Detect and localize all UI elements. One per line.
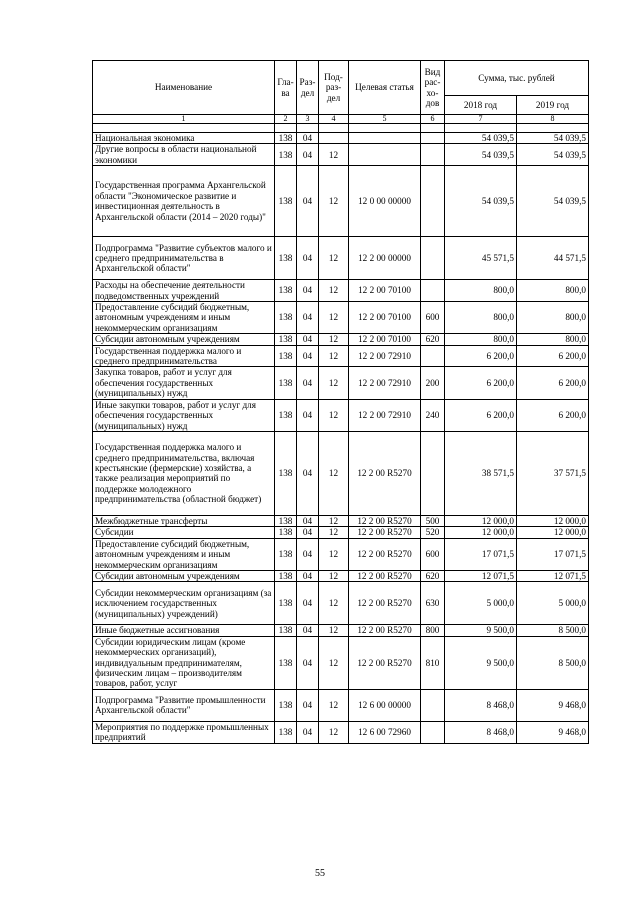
row-podrazdel: 12 bbox=[319, 144, 349, 166]
row-razdel: 04 bbox=[297, 166, 319, 237]
row-glava: 138 bbox=[275, 166, 297, 237]
row-glava: 138 bbox=[275, 721, 297, 743]
table-row bbox=[93, 133, 589, 144]
row-target: 12 2 00 R5270 bbox=[349, 570, 421, 581]
row-name: Субсидии юридическим лицам (кроме некоммерческих организаций), индивидуальным предпринимателям, физическим лицам – производителям товаров, работ, услуг bbox=[93, 636, 275, 689]
table-row bbox=[93, 367, 589, 399]
row-name: Закупка товаров, работ и услуг для обеспечения государственных (муниципальных) нужд bbox=[93, 367, 275, 399]
row-sum-2018: 6 200,0 bbox=[445, 399, 517, 431]
row-name: Предоставление субсидий бюджетным, автономным учреждениям и иным некоммерческим организациям bbox=[93, 302, 275, 334]
table-row bbox=[93, 636, 589, 689]
row-razdel: 04 bbox=[297, 582, 319, 625]
row-razdel: 04 bbox=[297, 527, 319, 538]
column-number: 2 bbox=[275, 115, 297, 124]
row-podrazdel: 12 bbox=[319, 689, 349, 721]
row-target: 12 6 00 00000 bbox=[349, 689, 421, 721]
table-row bbox=[93, 399, 589, 431]
row-sum-2018: 5 000,0 bbox=[445, 582, 517, 625]
row-podrazdel: 12 bbox=[319, 570, 349, 581]
row-sum-2019: 12 071,5 bbox=[517, 570, 589, 581]
row-sum-2018: 54 039,5 bbox=[445, 133, 517, 144]
row-sum-2018: 45 571,5 bbox=[445, 237, 517, 280]
row-glava: 138 bbox=[275, 399, 297, 431]
row-vid bbox=[421, 431, 445, 515]
row-vid bbox=[421, 689, 445, 721]
row-target: 12 2 00 72910 bbox=[349, 399, 421, 431]
row-target bbox=[349, 133, 421, 144]
row-target: 12 2 00 72910 bbox=[349, 367, 421, 399]
row-razdel: 04 bbox=[297, 721, 319, 743]
row-glava: 138 bbox=[275, 582, 297, 625]
row-razdel: 04 bbox=[297, 334, 319, 345]
table-row bbox=[93, 570, 589, 581]
row-name: Субсидии некоммерческим организациям (за исключением государственных (муниципальных) учреждений) bbox=[93, 582, 275, 625]
row-target: 12 0 00 00000 bbox=[349, 166, 421, 237]
row-sum-2018: 38 571,5 bbox=[445, 431, 517, 515]
header-podrazdel: Под- раз- дел bbox=[319, 61, 349, 115]
row-sum-2019: 6 200,0 bbox=[517, 367, 589, 399]
row-glava: 138 bbox=[275, 625, 297, 636]
header-glava: Гла- ва bbox=[275, 61, 297, 115]
row-podrazdel: 12 bbox=[319, 334, 349, 345]
table-row bbox=[93, 538, 589, 570]
table-row bbox=[93, 582, 589, 625]
row-sum-2019: 44 571,5 bbox=[517, 237, 589, 280]
row-sum-2019: 54 039,5 bbox=[517, 133, 589, 144]
row-razdel: 04 bbox=[297, 237, 319, 280]
row-target: 12 2 00 R5270 bbox=[349, 527, 421, 538]
row-glava: 138 bbox=[275, 302, 297, 334]
row-vid: 620 bbox=[421, 334, 445, 345]
table-row bbox=[93, 721, 589, 743]
table-row bbox=[93, 334, 589, 345]
table-body bbox=[93, 133, 589, 744]
table-row bbox=[93, 515, 589, 526]
column-number: 4 bbox=[319, 115, 349, 124]
table-row bbox=[93, 527, 589, 538]
row-glava: 138 bbox=[275, 144, 297, 166]
row-razdel: 04 bbox=[297, 515, 319, 526]
row-name: Подпрограмма "Развитие субъектов малого и среднего предпринимательства в Архангельской области" bbox=[93, 237, 275, 280]
row-vid: 630 bbox=[421, 582, 445, 625]
column-number: 5 bbox=[349, 115, 421, 124]
row-vid: 600 bbox=[421, 538, 445, 570]
row-vid: 620 bbox=[421, 570, 445, 581]
table-row bbox=[93, 166, 589, 237]
row-target: 12 2 00 00000 bbox=[349, 237, 421, 280]
row-podrazdel: 12 bbox=[319, 431, 349, 515]
row-vid bbox=[421, 721, 445, 743]
row-glava: 138 bbox=[275, 367, 297, 399]
table-row bbox=[93, 302, 589, 334]
row-sum-2019: 54 039,5 bbox=[517, 144, 589, 166]
column-number: 8 bbox=[517, 115, 589, 124]
budget-table bbox=[92, 60, 589, 744]
row-sum-2018: 12 000,0 bbox=[445, 515, 517, 526]
table-row bbox=[93, 345, 589, 367]
row-sum-2019: 5 000,0 bbox=[517, 582, 589, 625]
row-target: 12 2 00 R5270 bbox=[349, 625, 421, 636]
row-sum-2019: 9 468,0 bbox=[517, 721, 589, 743]
row-sum-2019: 9 468,0 bbox=[517, 689, 589, 721]
header-year-2018: 2018 год bbox=[445, 96, 517, 115]
row-sum-2018: 12 000,0 bbox=[445, 527, 517, 538]
spacer-row bbox=[93, 124, 589, 133]
header-summa: Сумма, тыс. рублей bbox=[445, 61, 589, 96]
row-glava: 138 bbox=[275, 689, 297, 721]
row-sum-2018: 8 468,0 bbox=[445, 721, 517, 743]
row-name: Государственная программа Архангельской области "Экономическое развитие и инвестиционная деятельность в Архангельской области (2014 – 2020 годы)" bbox=[93, 166, 275, 237]
row-vid: 240 bbox=[421, 399, 445, 431]
row-podrazdel: 12 bbox=[319, 636, 349, 689]
column-number: 3 bbox=[297, 115, 319, 124]
row-sum-2019: 800,0 bbox=[517, 302, 589, 334]
header-vid: Вид рас- хо- дов bbox=[421, 61, 445, 115]
row-target: 12 2 00 70100 bbox=[349, 280, 421, 302]
row-sum-2019: 37 571,5 bbox=[517, 431, 589, 515]
row-sum-2018: 9 500,0 bbox=[445, 636, 517, 689]
row-sum-2019: 12 000,0 bbox=[517, 515, 589, 526]
header-target: Целевая статья bbox=[349, 61, 421, 115]
row-glava: 138 bbox=[275, 636, 297, 689]
row-sum-2019: 6 200,0 bbox=[517, 345, 589, 367]
row-name: Национальная экономика bbox=[93, 133, 275, 144]
row-sum-2018: 800,0 bbox=[445, 334, 517, 345]
row-glava: 138 bbox=[275, 431, 297, 515]
row-name: Межбюджетные трансферты bbox=[93, 515, 275, 526]
row-vid: 810 bbox=[421, 636, 445, 689]
row-sum-2019: 12 000,0 bbox=[517, 527, 589, 538]
row-vid: 800 bbox=[421, 625, 445, 636]
header-razdel: Раз- дел bbox=[297, 61, 319, 115]
row-glava: 138 bbox=[275, 570, 297, 581]
row-vid bbox=[421, 144, 445, 166]
row-name: Иные закупки товаров, работ и услуг для обеспечения государственных (муниципальных) нужд bbox=[93, 399, 275, 431]
row-sum-2019: 17 071,5 bbox=[517, 538, 589, 570]
row-podrazdel: 12 bbox=[319, 527, 349, 538]
row-sum-2018: 6 200,0 bbox=[445, 345, 517, 367]
row-sum-2018: 9 500,0 bbox=[445, 625, 517, 636]
row-vid: 600 bbox=[421, 302, 445, 334]
row-podrazdel: 12 bbox=[319, 538, 349, 570]
row-razdel: 04 bbox=[297, 570, 319, 581]
row-razdel: 04 bbox=[297, 431, 319, 515]
row-podrazdel: 12 bbox=[319, 345, 349, 367]
row-razdel: 04 bbox=[297, 689, 319, 721]
table-row bbox=[93, 237, 589, 280]
row-sum-2018: 12 071,5 bbox=[445, 570, 517, 581]
row-sum-2019: 8 500,0 bbox=[517, 625, 589, 636]
row-target: 12 2 00 R5270 bbox=[349, 538, 421, 570]
row-glava: 138 bbox=[275, 527, 297, 538]
row-name: Иные бюджетные ассигнования bbox=[93, 625, 275, 636]
row-vid bbox=[421, 166, 445, 237]
row-name: Субсидии автономным учреждениям bbox=[93, 334, 275, 345]
table-row bbox=[93, 689, 589, 721]
row-vid: 200 bbox=[421, 367, 445, 399]
page-number: 55 bbox=[315, 868, 325, 879]
row-podrazdel: 12 bbox=[319, 625, 349, 636]
row-razdel: 04 bbox=[297, 636, 319, 689]
row-glava: 138 bbox=[275, 237, 297, 280]
row-podrazdel: 12 bbox=[319, 582, 349, 625]
row-name: Государственная поддержка малого и среднего предпринимательства bbox=[93, 345, 275, 367]
table-row bbox=[93, 431, 589, 515]
row-vid: 520 bbox=[421, 527, 445, 538]
row-sum-2019: 6 200,0 bbox=[517, 399, 589, 431]
row-name: Мероприятия по поддержке промышленных предприятий bbox=[93, 721, 275, 743]
row-name: Субсидии bbox=[93, 527, 275, 538]
row-glava: 138 bbox=[275, 515, 297, 526]
row-razdel: 04 bbox=[297, 302, 319, 334]
row-target: 12 2 00 72910 bbox=[349, 345, 421, 367]
row-name: Субсидии автономным учреждениям bbox=[93, 570, 275, 581]
row-sum-2018: 800,0 bbox=[445, 302, 517, 334]
row-target: 12 2 00 R5270 bbox=[349, 636, 421, 689]
row-podrazdel bbox=[319, 133, 349, 144]
row-podrazdel: 12 bbox=[319, 166, 349, 237]
row-sum-2019: 800,0 bbox=[517, 280, 589, 302]
header-name: Наименование bbox=[93, 61, 275, 115]
row-vid bbox=[421, 237, 445, 280]
row-glava: 138 bbox=[275, 538, 297, 570]
row-podrazdel: 12 bbox=[319, 367, 349, 399]
column-number: 1 bbox=[93, 115, 275, 124]
row-sum-2018: 6 200,0 bbox=[445, 367, 517, 399]
row-podrazdel: 12 bbox=[319, 515, 349, 526]
row-target: 12 2 00 R5270 bbox=[349, 515, 421, 526]
row-target: 12 2 00 R5270 bbox=[349, 582, 421, 625]
row-podrazdel: 12 bbox=[319, 721, 349, 743]
row-podrazdel: 12 bbox=[319, 280, 349, 302]
row-sum-2019: 800,0 bbox=[517, 334, 589, 345]
row-razdel: 04 bbox=[297, 625, 319, 636]
row-razdel: 04 bbox=[297, 144, 319, 166]
row-target bbox=[349, 144, 421, 166]
row-glava: 138 bbox=[275, 334, 297, 345]
row-name: Государственная поддержка малого и среднего предпринимательства, включая крестьянские (фермерские) хозяйства, а также реализация мероприятий по поддержке молодежного предпринимательства (областной бюджет) bbox=[93, 431, 275, 515]
table-row bbox=[93, 625, 589, 636]
row-razdel: 04 bbox=[297, 133, 319, 144]
row-razdel: 04 bbox=[297, 538, 319, 570]
row-podrazdel: 12 bbox=[319, 237, 349, 280]
row-sum-2018: 54 039,5 bbox=[445, 144, 517, 166]
row-name: Подпрограмма "Развитие промышленности Архангельской области" bbox=[93, 689, 275, 721]
row-sum-2018: 54 039,5 bbox=[445, 166, 517, 237]
row-vid bbox=[421, 280, 445, 302]
column-number: 7 bbox=[445, 115, 517, 124]
row-podrazdel: 12 bbox=[319, 399, 349, 431]
row-vid bbox=[421, 133, 445, 144]
row-glava: 138 bbox=[275, 280, 297, 302]
row-vid bbox=[421, 345, 445, 367]
column-number: 6 bbox=[421, 115, 445, 124]
table-row bbox=[93, 144, 589, 166]
row-razdel: 04 bbox=[297, 367, 319, 399]
row-name: Другие вопросы в области национальной экономики bbox=[93, 144, 275, 166]
table-row bbox=[93, 280, 589, 302]
row-sum-2018: 800,0 bbox=[445, 280, 517, 302]
header-year-2019: 2019 год bbox=[517, 96, 589, 115]
row-podrazdel: 12 bbox=[319, 302, 349, 334]
column-numbers-row bbox=[93, 115, 589, 124]
row-target: 12 2 00 70100 bbox=[349, 334, 421, 345]
row-sum-2018: 17 071,5 bbox=[445, 538, 517, 570]
row-razdel: 04 bbox=[297, 280, 319, 302]
row-glava: 138 bbox=[275, 345, 297, 367]
row-razdel: 04 bbox=[297, 345, 319, 367]
row-sum-2019: 8 500,0 bbox=[517, 636, 589, 689]
row-target: 12 6 00 72960 bbox=[349, 721, 421, 743]
row-target: 12 2 00 R5270 bbox=[349, 431, 421, 515]
row-glava: 138 bbox=[275, 133, 297, 144]
row-razdel: 04 bbox=[297, 399, 319, 431]
row-sum-2018: 8 468,0 bbox=[445, 689, 517, 721]
row-target: 12 2 00 70100 bbox=[349, 302, 421, 334]
row-name: Расходы на обеспечение деятельности подведомственных учреждений bbox=[93, 280, 275, 302]
row-vid: 500 bbox=[421, 515, 445, 526]
row-sum-2019: 54 039,5 bbox=[517, 166, 589, 237]
row-name: Предоставление субсидий бюджетным, автономным учреждениям и иным некоммерческим организациям bbox=[93, 538, 275, 570]
